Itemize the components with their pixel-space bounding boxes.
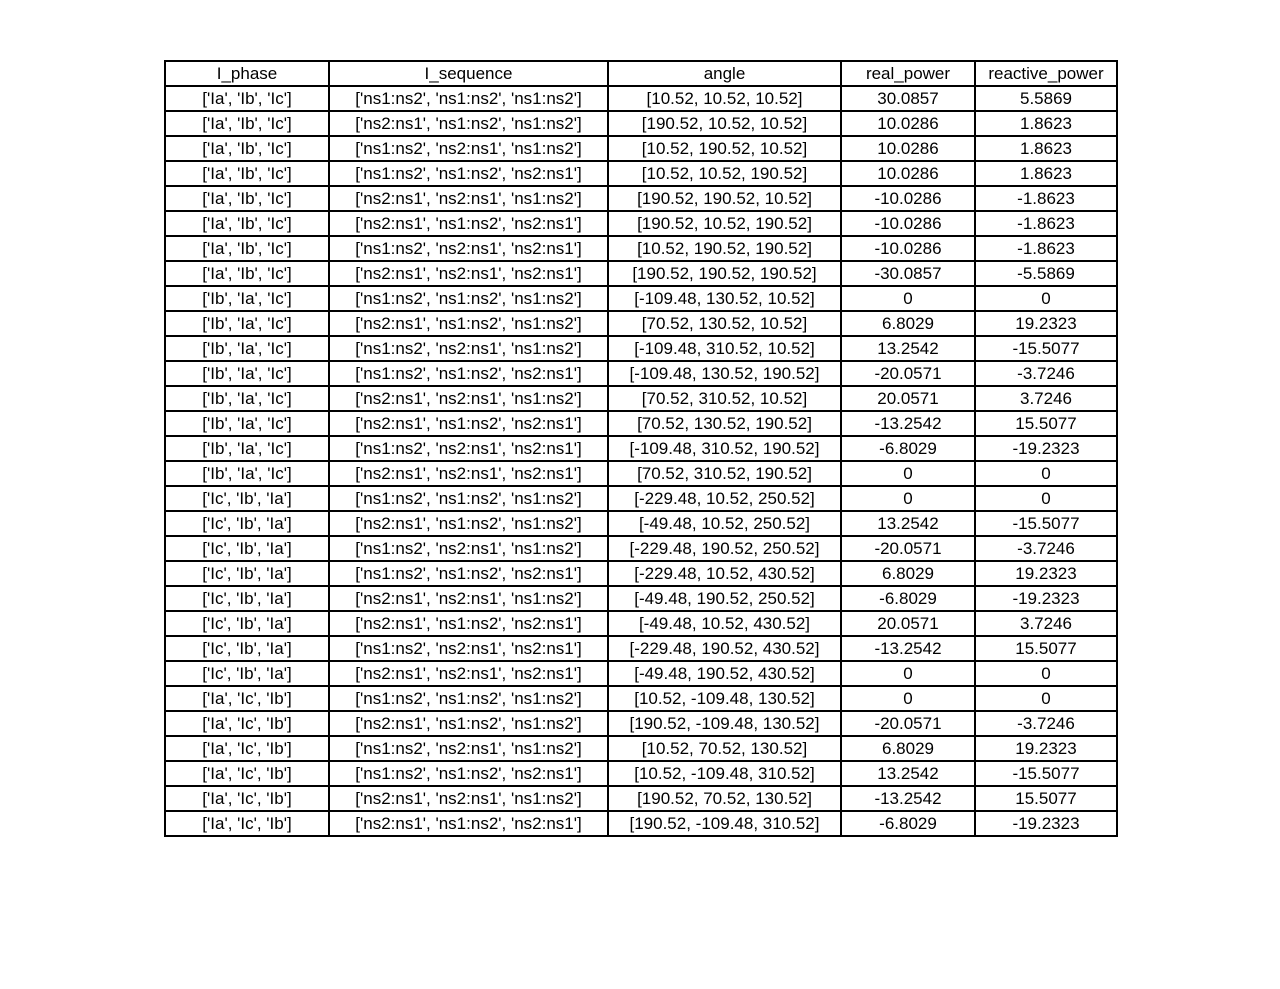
cell-real-power: -13.2542 [841,411,975,436]
cell-real-power: -10.0286 [841,236,975,261]
cell-i-sequence: ['ns2:ns1', 'ns1:ns2', 'ns2:ns1'] [329,411,608,436]
cell-angle: [-49.48, 10.52, 430.52] [608,611,841,636]
cell-i-phase: ['Ic', 'Ib', 'Ia'] [165,586,329,611]
cell-angle: [10.52, 70.52, 130.52] [608,736,841,761]
cell-real-power: -13.2542 [841,786,975,811]
cell-i-phase: ['Ic', 'Ib', 'Ia'] [165,486,329,511]
cell-angle: [190.52, 190.52, 10.52] [608,186,841,211]
cell-angle: [190.52, 10.52, 190.52] [608,211,841,236]
cell-angle: [10.52, 190.52, 10.52] [608,136,841,161]
cell-angle: [70.52, 310.52, 190.52] [608,461,841,486]
cell-i-sequence: ['ns2:ns1', 'ns2:ns1', 'ns1:ns2'] [329,186,608,211]
cell-i-phase: ['Ia', 'Ib', 'Ic'] [165,161,329,186]
cell-real-power: 10.0286 [841,161,975,186]
cell-angle: [190.52, -109.48, 130.52] [608,711,841,736]
cell-reactive-power: 0 [975,686,1117,711]
cell-angle: [-49.48, 190.52, 430.52] [608,661,841,686]
cell-i-phase: ['Ic', 'Ib', 'Ia'] [165,561,329,586]
cell-real-power: 30.0857 [841,86,975,111]
cell-reactive-power: -15.5077 [975,511,1117,536]
cell-real-power: 0 [841,286,975,311]
table-row [165,136,1117,161]
cell-real-power: -13.2542 [841,636,975,661]
cell-real-power: 6.8029 [841,561,975,586]
cell-reactive-power: 0 [975,486,1117,511]
cell-angle: [10.52, -109.48, 130.52] [608,686,841,711]
cell-real-power: -10.0286 [841,186,975,211]
cell-reactive-power: 19.2323 [975,311,1117,336]
cell-angle: [70.52, 310.52, 10.52] [608,386,841,411]
cell-i-sequence: ['ns1:ns2', 'ns2:ns1', 'ns2:ns1'] [329,436,608,461]
table-row [165,661,1117,686]
cell-i-sequence: ['ns1:ns2', 'ns2:ns1', 'ns1:ns2'] [329,136,608,161]
cell-reactive-power: 19.2323 [975,736,1117,761]
cell-real-power: -20.0571 [841,361,975,386]
cell-i-sequence: ['ns1:ns2', 'ns2:ns1', 'ns2:ns1'] [329,636,608,661]
table-header [165,61,1117,86]
table-row [165,436,1117,461]
table-row [165,211,1117,236]
cell-reactive-power: 15.5077 [975,636,1117,661]
cell-i-phase: ['Ia', 'Ic', 'Ib'] [165,786,329,811]
cell-reactive-power: -19.2323 [975,811,1117,836]
cell-angle: [10.52, -109.48, 310.52] [608,761,841,786]
cell-real-power: 10.0286 [841,136,975,161]
cell-i-phase: ['Ic', 'Ib', 'Ia'] [165,611,329,636]
cell-angle: [-229.48, 10.52, 430.52] [608,561,841,586]
cell-i-sequence: ['ns2:ns1', 'ns1:ns2', 'ns2:ns1'] [329,611,608,636]
cell-real-power: 20.0571 [841,611,975,636]
cell-real-power: -10.0286 [841,211,975,236]
cell-real-power: 0 [841,661,975,686]
cell-i-sequence: ['ns1:ns2', 'ns1:ns2', 'ns1:ns2'] [329,486,608,511]
cell-angle: [10.52, 10.52, 10.52] [608,86,841,111]
cell-reactive-power: 0 [975,661,1117,686]
cell-i-phase: ['Ia', 'Ic', 'Ib'] [165,686,329,711]
header-i-phase: I_phase [165,61,329,86]
cell-real-power: 0 [841,461,975,486]
cell-i-phase: ['Ia', 'Ib', 'Ic'] [165,236,329,261]
cell-real-power: -6.8029 [841,811,975,836]
cell-i-sequence: ['ns2:ns1', 'ns1:ns2', 'ns1:ns2'] [329,311,608,336]
cell-reactive-power: -15.5077 [975,336,1117,361]
table-row [165,311,1117,336]
cell-i-sequence: ['ns1:ns2', 'ns1:ns2', 'ns1:ns2'] [329,286,608,311]
table-row [165,336,1117,361]
cell-reactive-power: -3.7246 [975,361,1117,386]
cell-reactive-power: -1.8623 [975,211,1117,236]
cell-i-phase: ['Ia', 'Ib', 'Ic'] [165,211,329,236]
cell-i-sequence: ['ns1:ns2', 'ns2:ns1', 'ns1:ns2'] [329,736,608,761]
cell-angle: [-109.48, 310.52, 190.52] [608,436,841,461]
cell-real-power: 10.0286 [841,111,975,136]
cell-i-phase: ['Ib', 'Ia', 'Ic'] [165,311,329,336]
table-row [165,761,1117,786]
table-row [165,386,1117,411]
cell-i-phase: ['Ia', 'Ib', 'Ic'] [165,261,329,286]
table-row [165,736,1117,761]
cell-angle: [10.52, 190.52, 190.52] [608,236,841,261]
cell-i-phase: ['Ia', 'Ib', 'Ic'] [165,111,329,136]
cell-angle: [190.52, 190.52, 190.52] [608,261,841,286]
cell-real-power: -20.0571 [841,711,975,736]
cell-angle: [-229.48, 190.52, 250.52] [608,536,841,561]
cell-i-phase: ['Ib', 'Ia', 'Ic'] [165,361,329,386]
cell-i-phase: ['Ib', 'Ia', 'Ic'] [165,436,329,461]
cell-angle: [10.52, 10.52, 190.52] [608,161,841,186]
cell-i-sequence: ['ns1:ns2', 'ns1:ns2', 'ns1:ns2'] [329,86,608,111]
cell-i-phase: ['Ib', 'Ia', 'Ic'] [165,411,329,436]
cell-angle: [-229.48, 10.52, 250.52] [608,486,841,511]
cell-reactive-power: 1.8623 [975,161,1117,186]
table-body [165,86,1117,836]
cell-i-phase: ['Ia', 'Ic', 'Ib'] [165,711,329,736]
cell-reactive-power: -1.8623 [975,186,1117,211]
cell-reactive-power: 3.7246 [975,386,1117,411]
cell-reactive-power: -1.8623 [975,236,1117,261]
cell-real-power: -20.0571 [841,536,975,561]
table-row [165,511,1117,536]
table-row [165,261,1117,286]
cell-reactive-power: 15.5077 [975,411,1117,436]
table-row [165,711,1117,736]
cell-i-sequence: ['ns1:ns2', 'ns1:ns2', 'ns2:ns1'] [329,761,608,786]
data-table [164,60,1118,837]
cell-i-sequence: ['ns2:ns1', 'ns2:ns1', 'ns1:ns2'] [329,586,608,611]
cell-real-power: 0 [841,486,975,511]
cell-i-sequence: ['ns1:ns2', 'ns2:ns1', 'ns2:ns1'] [329,236,608,261]
cell-reactive-power: -19.2323 [975,586,1117,611]
cell-reactive-power: -3.7246 [975,536,1117,561]
table-row [165,111,1117,136]
cell-angle: [-109.48, 310.52, 10.52] [608,336,841,361]
cell-i-sequence: ['ns1:ns2', 'ns1:ns2', 'ns2:ns1'] [329,361,608,386]
table-row [165,186,1117,211]
cell-i-phase: ['Ia', 'Ib', 'Ic'] [165,186,329,211]
table-row [165,636,1117,661]
cell-i-phase: ['Ic', 'Ib', 'Ia'] [165,536,329,561]
cell-i-phase: ['Ib', 'Ia', 'Ic'] [165,336,329,361]
table-row [165,786,1117,811]
table-row [165,611,1117,636]
cell-reactive-power: -5.5869 [975,261,1117,286]
header-i-sequence: I_sequence [329,61,608,86]
header-reactive-power: reactive_power [975,61,1117,86]
cell-real-power: 6.8029 [841,311,975,336]
table-row [165,286,1117,311]
table-row [165,536,1117,561]
cell-i-sequence: ['ns2:ns1', 'ns1:ns2', 'ns2:ns1'] [329,211,608,236]
cell-reactive-power: 1.8623 [975,136,1117,161]
cell-real-power: -30.0857 [841,261,975,286]
cell-i-phase: ['Ia', 'Ib', 'Ic'] [165,86,329,111]
cell-i-sequence: ['ns2:ns1', 'ns1:ns2', 'ns1:ns2'] [329,111,608,136]
cell-reactive-power: 3.7246 [975,611,1117,636]
header-row [165,61,1117,86]
cell-i-sequence: ['ns2:ns1', 'ns1:ns2', 'ns1:ns2'] [329,711,608,736]
table-row [165,486,1117,511]
table-row [165,461,1117,486]
cell-angle: [190.52, 70.52, 130.52] [608,786,841,811]
cell-real-power: 13.2542 [841,511,975,536]
cell-reactive-power: -3.7246 [975,711,1117,736]
cell-i-phase: ['Ib', 'Ia', 'Ic'] [165,461,329,486]
cell-i-phase: ['Ia', 'Ic', 'Ib'] [165,761,329,786]
cell-i-sequence: ['ns2:ns1', 'ns2:ns1', 'ns2:ns1'] [329,261,608,286]
cell-angle: [70.52, 130.52, 10.52] [608,311,841,336]
table-row [165,236,1117,261]
cell-reactive-power: 1.8623 [975,111,1117,136]
cell-i-sequence: ['ns1:ns2', 'ns2:ns1', 'ns1:ns2'] [329,336,608,361]
table-row [165,161,1117,186]
cell-reactive-power: -15.5077 [975,761,1117,786]
table-row [165,561,1117,586]
header-angle: angle [608,61,841,86]
cell-reactive-power: -19.2323 [975,436,1117,461]
cell-i-sequence: ['ns1:ns2', 'ns1:ns2', 'ns1:ns2'] [329,686,608,711]
cell-angle: [-229.48, 190.52, 430.52] [608,636,841,661]
cell-i-phase: ['Ic', 'Ib', 'Ia'] [165,636,329,661]
table-row [165,586,1117,611]
cell-i-sequence: ['ns2:ns1', 'ns2:ns1', 'ns1:ns2'] [329,786,608,811]
cell-i-phase: ['Ib', 'Ia', 'Ic'] [165,286,329,311]
cell-i-sequence: ['ns2:ns1', 'ns1:ns2', 'ns1:ns2'] [329,511,608,536]
cell-i-phase: ['Ia', 'Ic', 'Ib'] [165,811,329,836]
cell-reactive-power: 19.2323 [975,561,1117,586]
cell-angle: [-49.48, 10.52, 250.52] [608,511,841,536]
cell-real-power: 13.2542 [841,761,975,786]
cell-real-power: 0 [841,686,975,711]
cell-i-phase: ['Ic', 'Ib', 'Ia'] [165,511,329,536]
header-real-power: real_power [841,61,975,86]
cell-real-power: 6.8029 [841,736,975,761]
cell-real-power: -6.8029 [841,436,975,461]
cell-reactive-power: 15.5077 [975,786,1117,811]
cell-angle: [-49.48, 190.52, 250.52] [608,586,841,611]
cell-angle: [70.52, 130.52, 190.52] [608,411,841,436]
table-row [165,86,1117,111]
cell-i-sequence: ['ns1:ns2', 'ns2:ns1', 'ns1:ns2'] [329,536,608,561]
cell-reactive-power: 0 [975,286,1117,311]
table-row [165,811,1117,836]
table-row [165,361,1117,386]
cell-i-phase: ['Ia', 'Ic', 'Ib'] [165,736,329,761]
cell-angle: [-109.48, 130.52, 10.52] [608,286,841,311]
cell-real-power: 20.0571 [841,386,975,411]
cell-reactive-power: 0 [975,461,1117,486]
cell-i-sequence: ['ns2:ns1', 'ns1:ns2', 'ns2:ns1'] [329,811,608,836]
cell-i-sequence: ['ns2:ns1', 'ns2:ns1', 'ns1:ns2'] [329,386,608,411]
cell-angle: [190.52, 10.52, 10.52] [608,111,841,136]
cell-i-sequence: ['ns1:ns2', 'ns1:ns2', 'ns2:ns1'] [329,161,608,186]
cell-i-sequence: ['ns2:ns1', 'ns2:ns1', 'ns2:ns1'] [329,661,608,686]
cell-i-sequence: ['ns2:ns1', 'ns2:ns1', 'ns2:ns1'] [329,461,608,486]
cell-angle: [190.52, -109.48, 310.52] [608,811,841,836]
cell-angle: [-109.48, 130.52, 190.52] [608,361,841,386]
cell-i-phase: ['Ib', 'Ia', 'Ic'] [165,386,329,411]
cell-real-power: -6.8029 [841,586,975,611]
cell-i-sequence: ['ns1:ns2', 'ns1:ns2', 'ns2:ns1'] [329,561,608,586]
cell-i-phase: ['Ia', 'Ib', 'Ic'] [165,136,329,161]
table-row [165,686,1117,711]
cell-real-power: 13.2542 [841,336,975,361]
cell-i-phase: ['Ic', 'Ib', 'Ia'] [165,661,329,686]
table-row [165,411,1117,436]
cell-reactive-power: 5.5869 [975,86,1117,111]
